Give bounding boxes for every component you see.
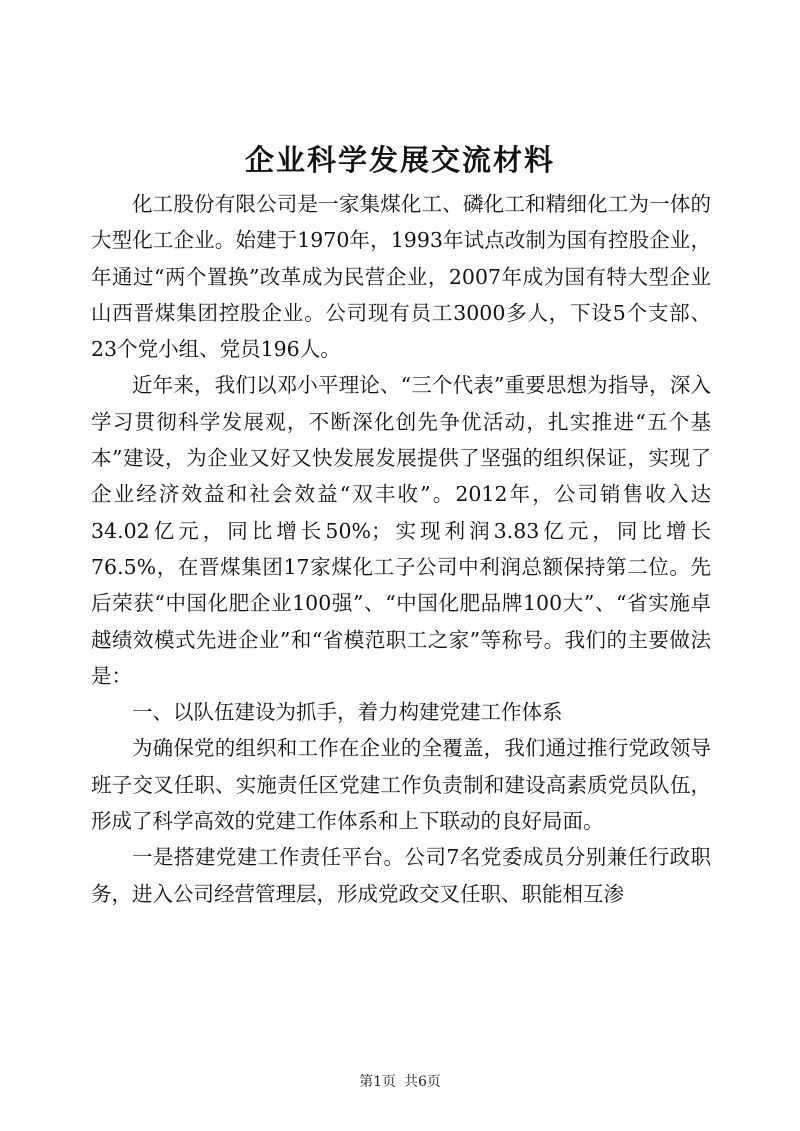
paragraph-company-intro: 化工股份有限公司是一家集煤化工、磷化工和精细化工为一体的大型化工企业。始建于1970年，1993年试点改制为国有控股企业，年通过“两个置换”改革成为民营企业，2007年成为国有特大型企业山西晋煤集团控股企业。公司现有员工3000多人，下设5个支部、23个党小组、党员196人。 bbox=[91, 192, 711, 362]
page-number: 第1页 bbox=[359, 1074, 396, 1090]
page-total: 共6页 bbox=[404, 1074, 441, 1090]
paragraph-point-1: 一是搭建党建工作责任平台。公司7名党委成员分别兼任行政职务，进入公司经营管理层，形成党政交叉任职、职能相互渗 bbox=[91, 845, 711, 906]
paragraph-achievements: 近年来，我们以邓小平理论、“三个代表”重要思想为指导，深入学习贯彻科学发展观，不断深化创先争优活动，扎实推进“五个基本”建设，为企业又好又快发展发展提供了坚强的组织保证，实现了企业经济效益和社会效益“双丰收”。2012年，公司销售收入达34.02亿元，同比增长50%；实现利润3.83亿元，同比增长76.5%，在晋煤集团17家煤化工子公司中利润总额保持第二位。先后荣获“中国化肥企业100强”、“中国化肥品牌100大”、“省实施卓越绩效模式先进企业”和“省模范职工之家”等称号。我们的主要做法是： bbox=[91, 373, 711, 688]
section-heading-1: 一、以队伍建设为抓手，着力构建党建工作体系 bbox=[132, 700, 563, 725]
page-footer bbox=[0, 1072, 800, 1092]
paragraph-section-1-intro: 为确保党的组织和工作在企业的全覆盖，我们通过推行党政领导班子交叉任职、实施责任区党建工作负责制和建设高素质党员队伍，形成了科学高效的党建工作体系和上下联动的良好局面。 bbox=[91, 736, 711, 834]
document-body bbox=[91, 186, 711, 912]
document-title: 企业科学发展交流材料 bbox=[244, 143, 555, 177]
